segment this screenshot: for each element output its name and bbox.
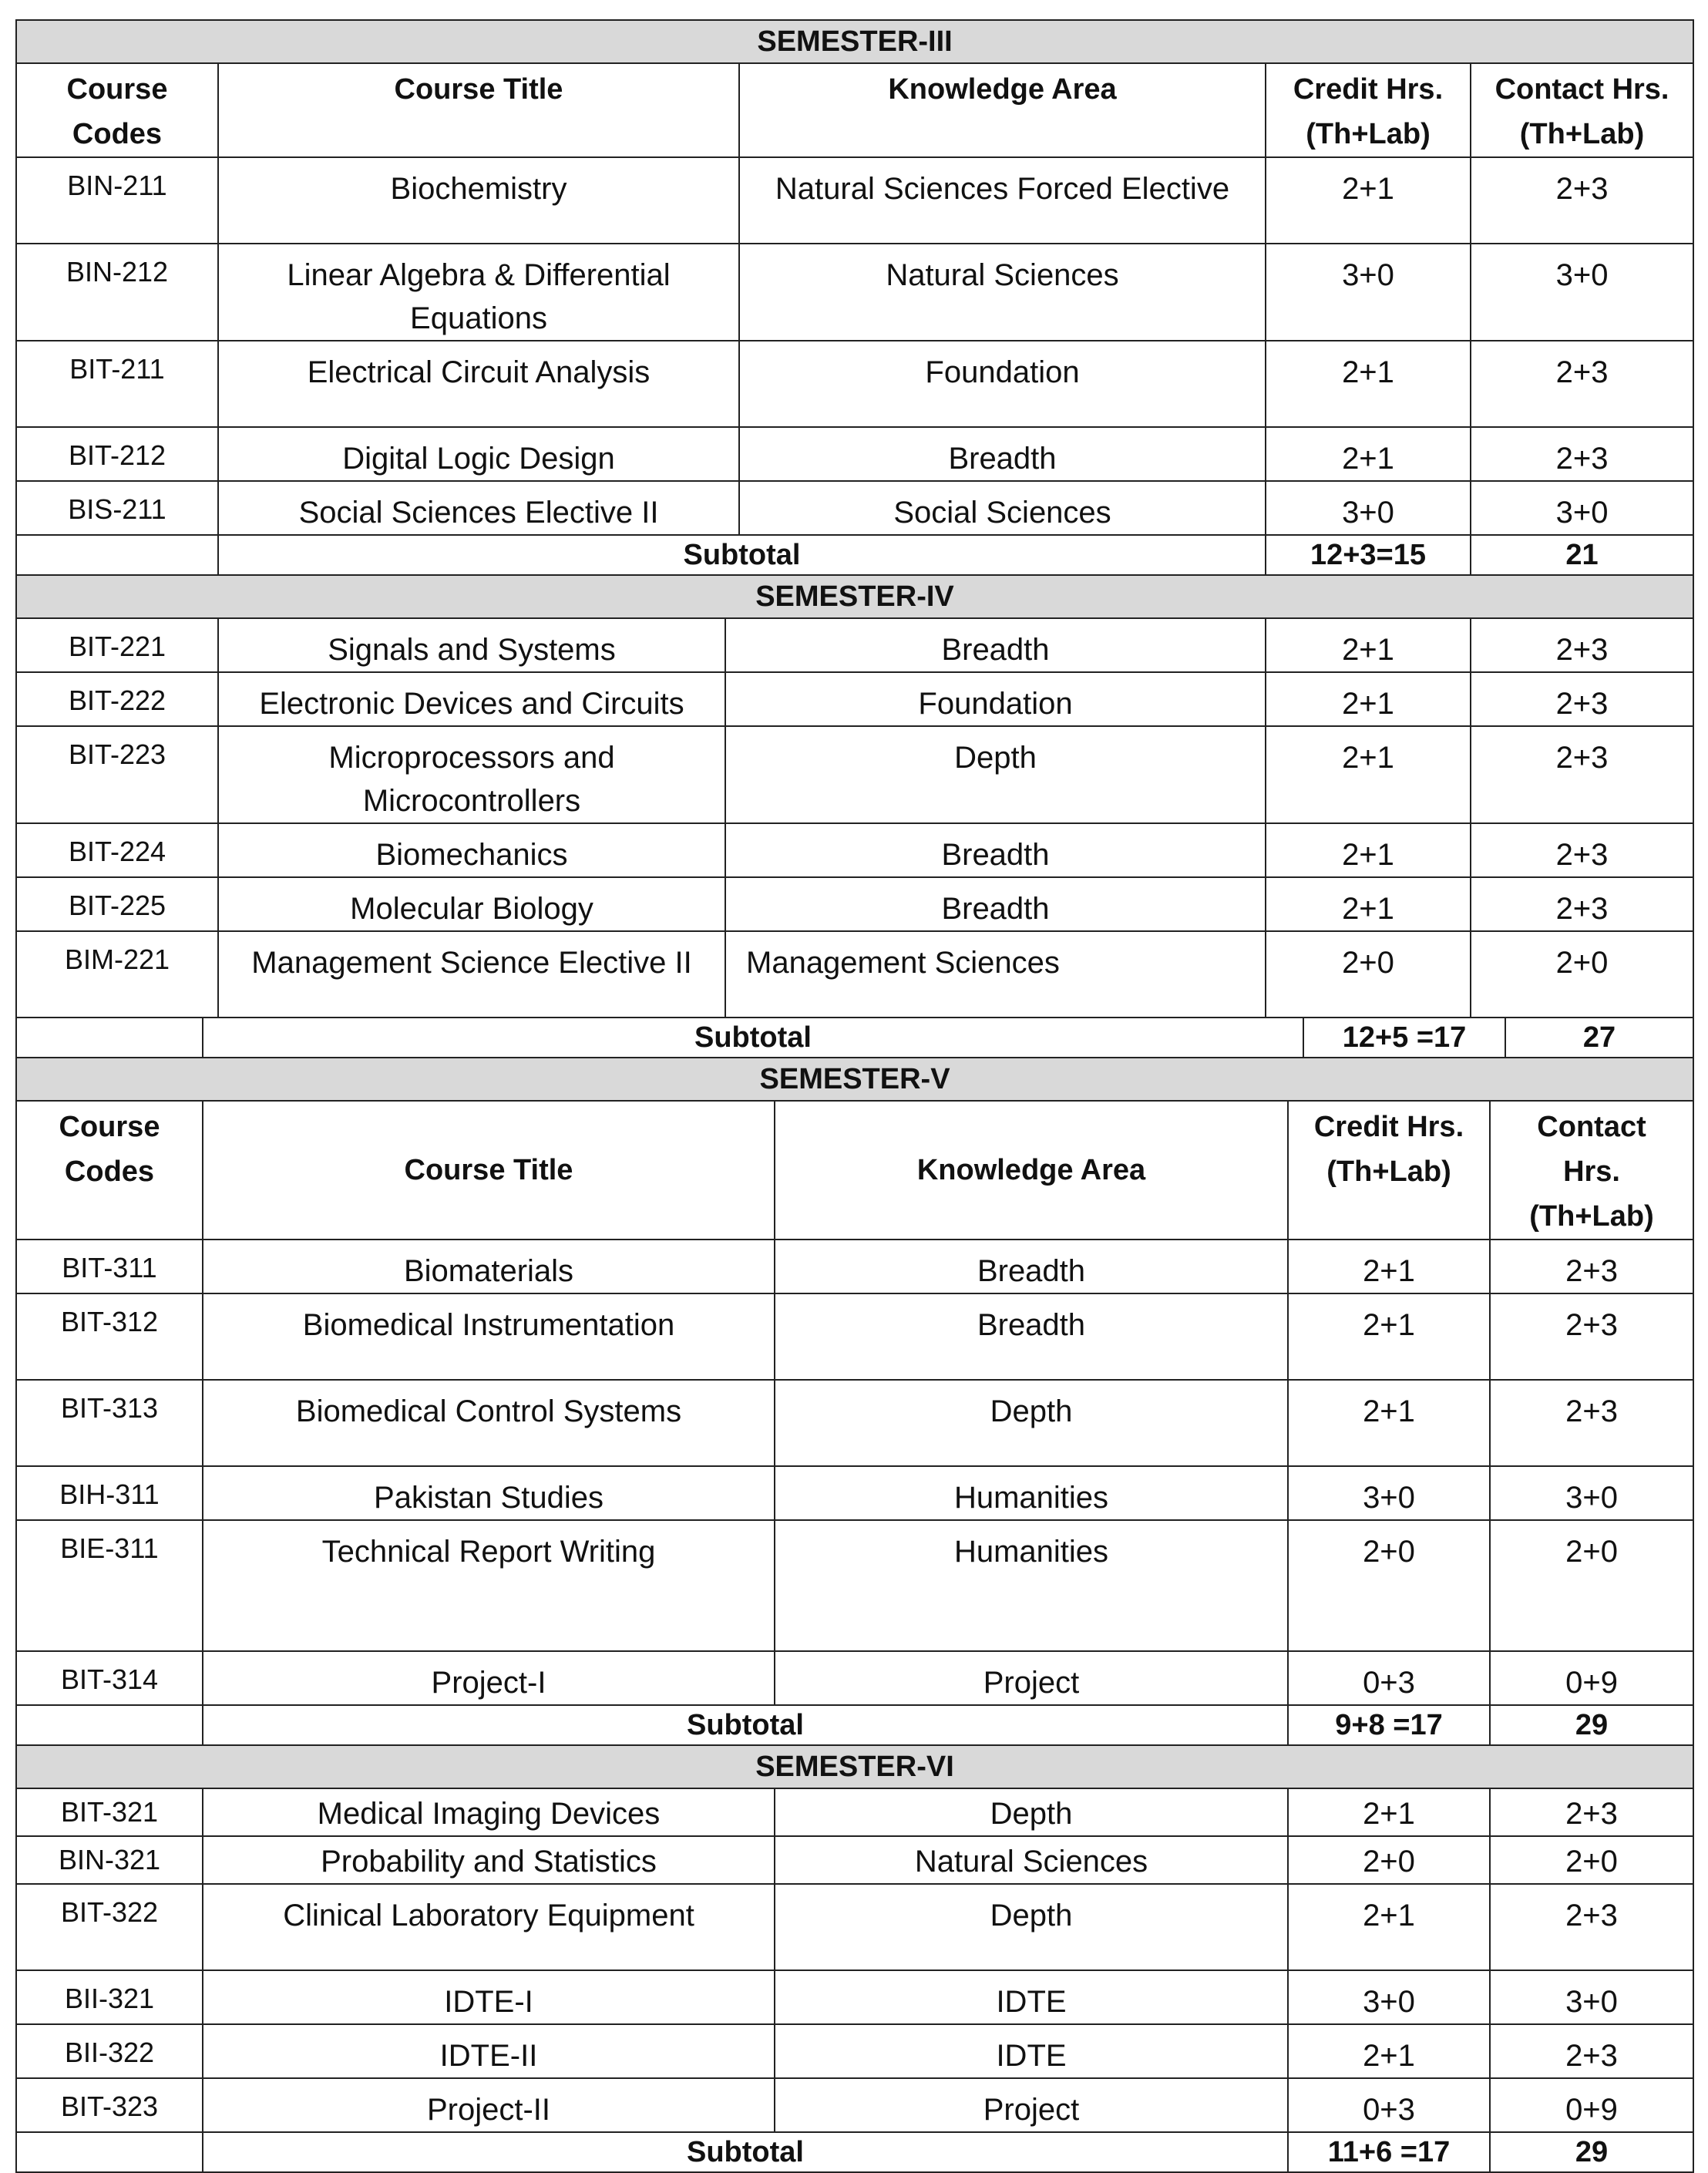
knowledge-area: IDTE [775, 1970, 1288, 2024]
table-row [16, 1240, 1693, 1293]
subtotal-credit: 12+5 =17 [1303, 1018, 1505, 1058]
contact-hrs: 2+3 [1471, 823, 1693, 877]
course-title: Linear Algebra & Differential Equations [218, 244, 739, 341]
course-title: Digital Logic Design [218, 427, 739, 481]
course-code: BIT-311 [16, 1240, 203, 1293]
course-title: IDTE-II [203, 2024, 775, 2078]
credit-hrs: 3+0 [1288, 1970, 1490, 2024]
header-credit-hrs: Credit Hrs. (Th+Lab) [1266, 63, 1471, 157]
knowledge-area: IDTE [775, 2024, 1288, 2078]
credit-hrs: 2+0 [1288, 1836, 1490, 1884]
course-code: BIT-312 [16, 1293, 203, 1380]
contact-hrs: 2+3 [1490, 1240, 1693, 1293]
course-title: Biomedical Control Systems [203, 1380, 775, 1466]
table-row [16, 244, 1693, 341]
course-title: Probability and Statistics [203, 1836, 775, 1884]
contact-hrs: 0+9 [1490, 2078, 1693, 2132]
contact-hrs: 3+0 [1471, 244, 1693, 341]
subtotal-label: Subtotal [203, 2132, 1288, 2172]
header-course-codes: Course Codes [16, 63, 218, 157]
knowledge-area: Humanities [775, 1466, 1288, 1520]
contact-hrs: 2+0 [1471, 931, 1693, 1018]
contact-hrs: 2+3 [1471, 618, 1693, 672]
contact-hrs: 2+3 [1490, 1293, 1693, 1380]
knowledge-area: Depth [775, 1380, 1288, 1466]
subtotal-label: Subtotal [203, 1705, 1288, 1745]
subtotal-contact: 21 [1471, 535, 1693, 575]
semester-title: SEMESTER-V [16, 1058, 1693, 1101]
knowledge-area: Natural Sciences [739, 244, 1266, 341]
table-row [16, 1293, 1693, 1380]
table-row [16, 931, 1693, 1018]
subtotal-contact: 27 [1505, 1018, 1693, 1058]
course-code: BII-321 [16, 1970, 203, 2024]
course-title: Signals and Systems [218, 618, 725, 672]
column-header-row [16, 63, 1693, 157]
credit-hrs: 3+0 [1266, 244, 1471, 341]
knowledge-area: Humanities [775, 1520, 1288, 1651]
credit-hrs: 2+1 [1266, 672, 1471, 726]
credit-hrs: 2+1 [1288, 2024, 1490, 2078]
knowledge-area: Breadth [725, 618, 1266, 672]
table-row [16, 1520, 1693, 1651]
knowledge-area: Depth [725, 726, 1266, 823]
table-row [16, 1788, 1693, 1836]
subtotal-blank [16, 2132, 203, 2172]
credit-hrs: 2+1 [1288, 1293, 1490, 1380]
course-code: BIT-225 [16, 877, 218, 931]
course-title: Technical Report Writing [203, 1520, 775, 1651]
course-title: Microprocessors and Microcontrollers [218, 726, 725, 823]
course-code: BIT-224 [16, 823, 218, 877]
credit-hrs: 3+0 [1266, 481, 1471, 535]
contact-hrs: 2+3 [1471, 877, 1693, 931]
contact-hrs: 2+3 [1471, 672, 1693, 726]
subtotal-contact: 29 [1490, 2132, 1693, 2172]
semester-table-4-subtotal [15, 1017, 1694, 1058]
curriculum-sheet [15, 19, 1693, 2173]
table-row [16, 2078, 1693, 2132]
credit-hrs: 2+1 [1266, 726, 1471, 823]
course-title: Clinical Laboratory Equipment [203, 1884, 775, 1970]
table-row [16, 1884, 1693, 1970]
credit-hrs: 2+1 [1266, 618, 1471, 672]
contact-hrs: 2+3 [1490, 1380, 1693, 1466]
contact-hrs: 3+0 [1490, 1466, 1693, 1520]
credit-hrs: 2+1 [1288, 1788, 1490, 1836]
header-knowledge-area: Knowledge Area [775, 1101, 1288, 1240]
credit-hrs: 2+1 [1288, 1240, 1490, 1293]
semester-title: SEMESTER-VI [16, 1745, 1693, 1788]
subtotal-credit: 11+6 =17 [1288, 2132, 1490, 2172]
credit-hrs: 3+0 [1288, 1466, 1490, 1520]
knowledge-area: Foundation [725, 672, 1266, 726]
course-code: BIS-211 [16, 481, 218, 535]
course-title: Biomaterials [203, 1240, 775, 1293]
credit-hrs: 2+1 [1266, 157, 1471, 244]
table-row [16, 877, 1693, 931]
knowledge-area: Breadth [725, 877, 1266, 931]
contact-hrs: 2+3 [1471, 427, 1693, 481]
course-code: BIH-311 [16, 1466, 203, 1520]
subtotal-label: Subtotal [218, 535, 1266, 575]
semester-title: SEMESTER-IV [16, 575, 1693, 618]
subtotal-row [16, 2132, 1693, 2172]
subtotal-blank [16, 1018, 203, 1058]
credit-hrs: 2+1 [1266, 877, 1471, 931]
course-code: BIM-221 [16, 931, 218, 1018]
subtotal-row [16, 1018, 1693, 1058]
semester-table-4 [15, 574, 1694, 1018]
semester-table-6 [15, 1744, 1694, 2173]
contact-hrs: 2+0 [1490, 1520, 1693, 1651]
course-code: BIN-212 [16, 244, 218, 341]
semester-header [16, 20, 1693, 63]
knowledge-area: Breadth [725, 823, 1266, 877]
semester-header [16, 1745, 1693, 1788]
table-row [16, 2024, 1693, 2078]
contact-hrs: 2+3 [1490, 1788, 1693, 1836]
course-code: BIT-313 [16, 1380, 203, 1466]
semester-table-5 [15, 1057, 1694, 1746]
course-code: BIN-211 [16, 157, 218, 244]
table-row [16, 618, 1693, 672]
course-code: BII-322 [16, 2024, 203, 2078]
course-code: BIN-321 [16, 1836, 203, 1884]
column-header-row [16, 1101, 1693, 1240]
table-row [16, 1836, 1693, 1884]
contact-hrs: 2+3 [1471, 726, 1693, 823]
semester-title: SEMESTER-III [16, 20, 1693, 63]
course-title: Biochemistry [218, 157, 739, 244]
knowledge-area: Breadth [739, 427, 1266, 481]
contact-hrs: 2+3 [1471, 157, 1693, 244]
course-title: Project-I [203, 1651, 775, 1705]
header-course-codes: Course Codes [16, 1101, 203, 1240]
course-title: Electronic Devices and Circuits [218, 672, 725, 726]
subtotal-contact: 29 [1490, 1705, 1693, 1745]
contact-hrs: 3+0 [1490, 1970, 1693, 2024]
contact-hrs: 2+3 [1490, 2024, 1693, 2078]
table-row [16, 672, 1693, 726]
course-title: Medical Imaging Devices [203, 1788, 775, 1836]
knowledge-area: Depth [775, 1884, 1288, 1970]
knowledge-area: Natural Sciences Forced Elective [739, 157, 1266, 244]
table-row [16, 1651, 1693, 1705]
knowledge-area: Natural Sciences [775, 1836, 1288, 1884]
table-row [16, 1380, 1693, 1466]
credit-hrs: 2+1 [1288, 1380, 1490, 1466]
credit-hrs: 2+1 [1266, 427, 1471, 481]
course-title: Biomedical Instrumentation [203, 1293, 775, 1380]
table-row [16, 1466, 1693, 1520]
course-code: BIT-222 [16, 672, 218, 726]
course-title: IDTE-I [203, 1970, 775, 2024]
course-title: Biomechanics [218, 823, 725, 877]
credit-hrs: 2+1 [1288, 1884, 1490, 1970]
table-row [16, 1970, 1693, 2024]
course-title: Social Sciences Elective II [218, 481, 739, 535]
credit-hrs: 2+1 [1266, 341, 1471, 427]
credit-hrs: 0+3 [1288, 1651, 1490, 1705]
course-code: BIT-322 [16, 1884, 203, 1970]
table-row [16, 726, 1693, 823]
subtotal-blank [16, 1705, 203, 1745]
knowledge-area: Foundation [739, 341, 1266, 427]
subtotal-label: Subtotal [203, 1018, 1303, 1058]
semester-header [16, 1058, 1693, 1101]
credit-hrs: 0+3 [1288, 2078, 1490, 2132]
subtotal-row [16, 1705, 1693, 1745]
course-title: Molecular Biology [218, 877, 725, 931]
credit-hrs: 2+0 [1288, 1520, 1490, 1651]
course-title: Management Science Elective II [218, 931, 725, 1018]
course-title: Project-II [203, 2078, 775, 2132]
contact-hrs: 2+3 [1490, 1884, 1693, 1970]
header-course-title: Course Title [203, 1101, 775, 1240]
table-row [16, 823, 1693, 877]
knowledge-area: Social Sciences [739, 481, 1266, 535]
course-code: BIT-223 [16, 726, 218, 823]
knowledge-area: Depth [775, 1788, 1288, 1836]
table-row [16, 157, 1693, 244]
table-row [16, 481, 1693, 535]
knowledge-area: Breadth [775, 1240, 1288, 1293]
knowledge-area: Project [775, 2078, 1288, 2132]
subtotal-blank [16, 535, 218, 575]
knowledge-area: Management Sciences [725, 931, 1266, 1018]
credit-hrs: 2+1 [1266, 823, 1471, 877]
header-knowledge-area: Knowledge Area [739, 63, 1266, 157]
semester-table-3 [15, 19, 1694, 576]
credit-hrs: 2+0 [1266, 931, 1471, 1018]
contact-hrs: 3+0 [1471, 481, 1693, 535]
subtotal-credit: 12+3=15 [1266, 535, 1471, 575]
table-row [16, 341, 1693, 427]
course-code: BIE-311 [16, 1520, 203, 1651]
header-credit-hrs: Credit Hrs. (Th+Lab) [1288, 1101, 1490, 1240]
course-code: BIT-314 [16, 1651, 203, 1705]
subtotal-credit: 9+8 =17 [1288, 1705, 1490, 1745]
course-title: Pakistan Studies [203, 1466, 775, 1520]
course-code: BIT-321 [16, 1788, 203, 1836]
knowledge-area: Breadth [775, 1293, 1288, 1380]
course-code: BIT-211 [16, 341, 218, 427]
course-title: Electrical Circuit Analysis [218, 341, 739, 427]
course-code: BIT-221 [16, 618, 218, 672]
header-contact-hrs: Contact Hrs. (Th+Lab) [1490, 1101, 1693, 1240]
knowledge-area: Project [775, 1651, 1288, 1705]
course-code: BIT-323 [16, 2078, 203, 2132]
semester-header [16, 575, 1693, 618]
contact-hrs: 0+9 [1490, 1651, 1693, 1705]
course-code: BIT-212 [16, 427, 218, 481]
table-row [16, 427, 1693, 481]
header-course-title: Course Title [218, 63, 739, 157]
subtotal-row [16, 535, 1693, 575]
contact-hrs: 2+3 [1471, 341, 1693, 427]
contact-hrs: 2+0 [1490, 1836, 1693, 1884]
header-contact-hrs: Contact Hrs. (Th+Lab) [1471, 63, 1693, 157]
